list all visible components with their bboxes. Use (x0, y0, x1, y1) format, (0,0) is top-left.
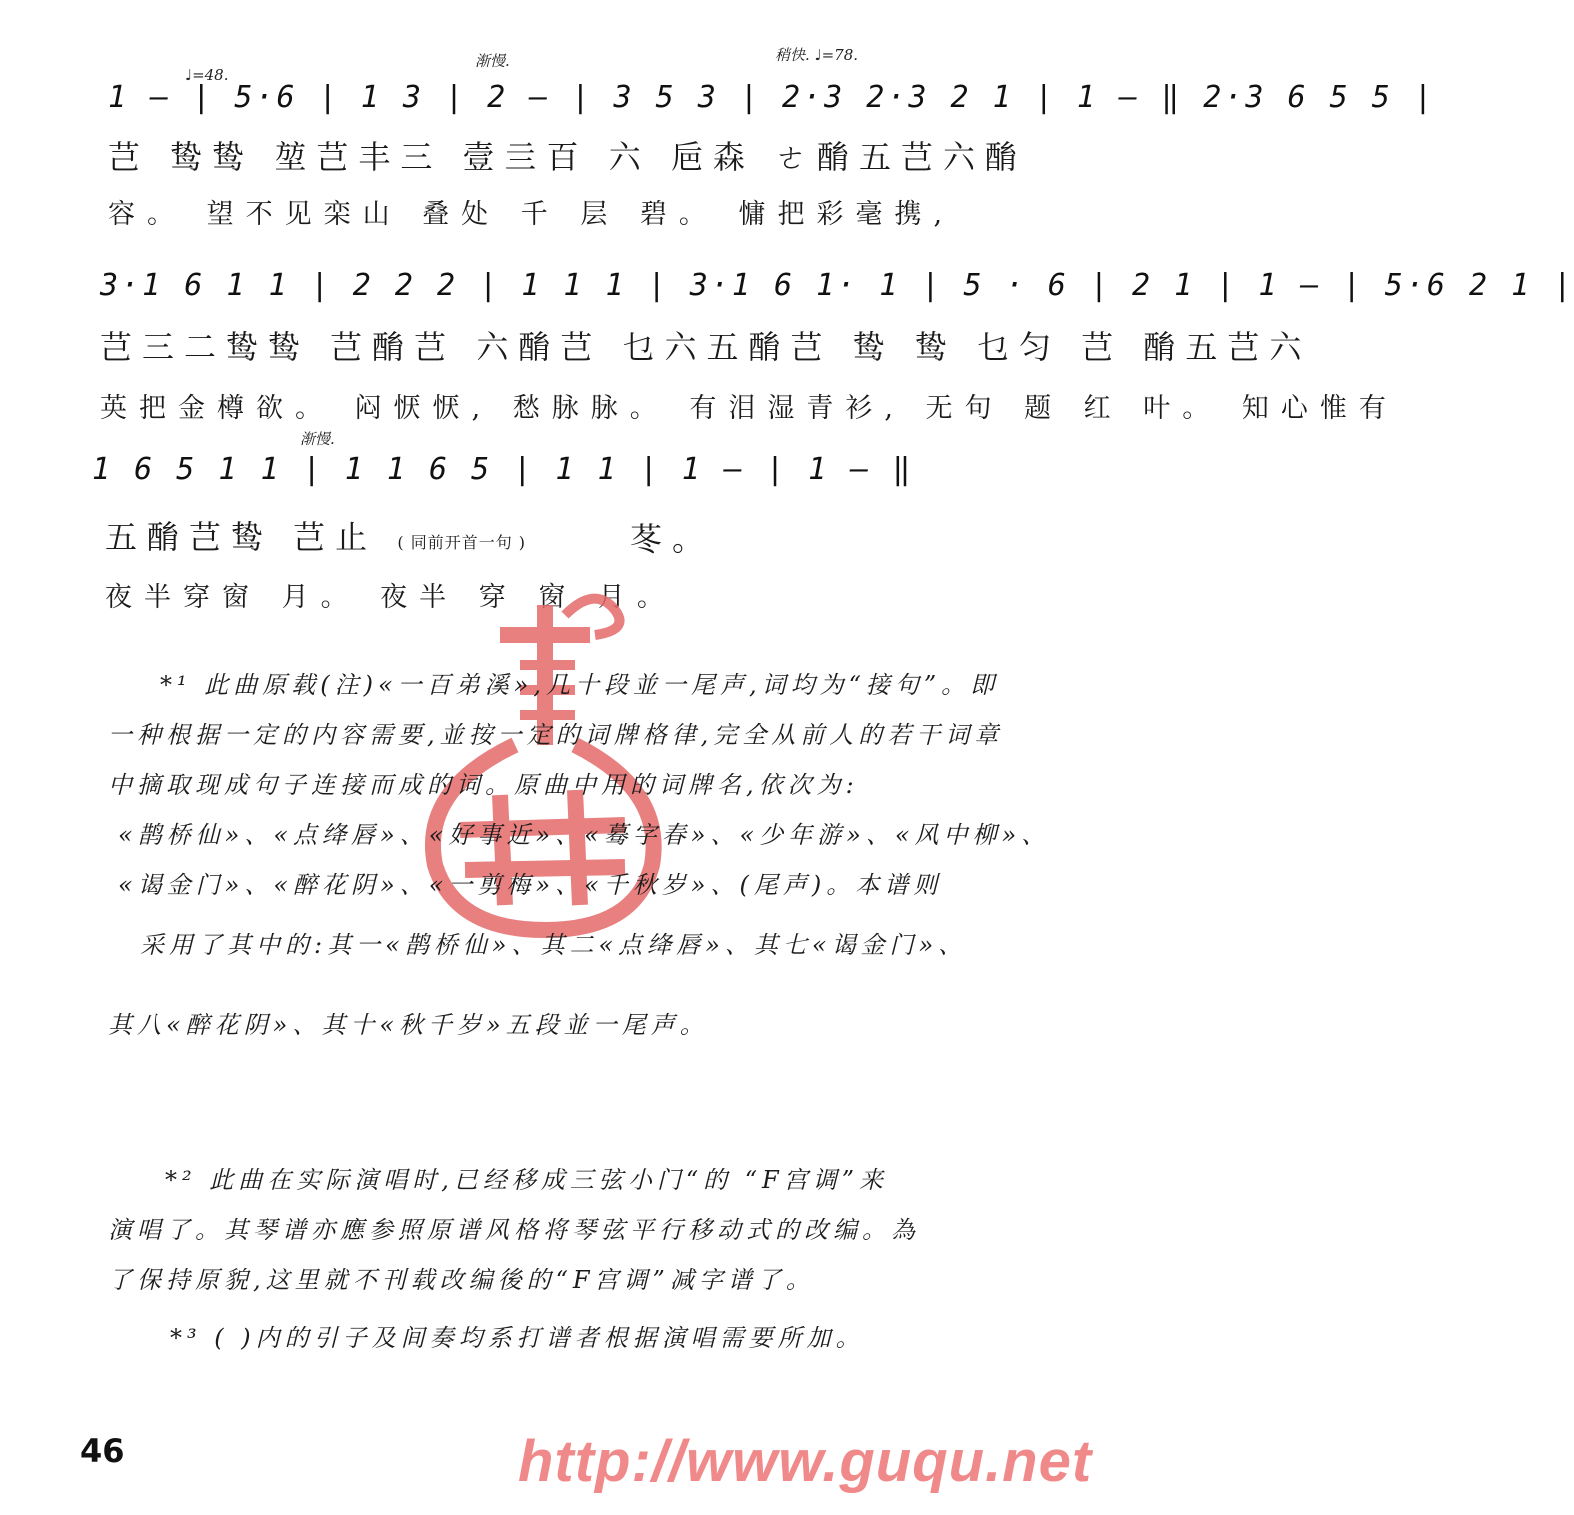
tablature-line-1: 芑 鸷鸷 堃芑丰三 壹亖百 六 巵森 ㄜ酳五芑六酳 (108, 138, 1028, 176)
lyric-line-3: 夜半穿窗 月。 夜半 穿 窗 月。 (105, 582, 676, 613)
tempo-marking-slowing: 渐慢. (475, 52, 510, 70)
tablature-line-3-text: 五酳芑鸷 芑止 (105, 518, 378, 556)
note-1-line-4: «鹊桥仙»、«点绛唇»、«好事近»、«蓦字春»、«少年游»、«风中柳»、 (118, 821, 1051, 849)
tempo-marking-slowing-2: 渐慢. (300, 430, 335, 448)
tablature-line-2: 芑三二鸷鸷 芑酳芑 六酳芑 乜六五酳芑 鸷 鸷 乜匀 芑 酳五芑六 (100, 328, 1312, 366)
tempo-marking-48: ♩=48. (185, 66, 229, 84)
note-2-line-3: 了保持原貌,这里就不刊载改编後的“F宫调”减字谱了。 (108, 1266, 815, 1294)
note-1-line-3: 中摘取现成句子连接而成的词。原曲中用的词牌名,依次为: (108, 771, 859, 799)
lyric-line-2: 英把金樽欲。 闷恹恹, 愁脉脉。 有泪湿青衫, 无句 题 红 叶。 知心惟有 (100, 393, 1398, 424)
tempo-marking-78: 稍快. ♩=78. (775, 46, 859, 64)
note-1-line-7: 其八«醉花阴»、其十«秋千岁»五段並一尾声。 (108, 1011, 709, 1039)
note-1-line-1: *¹ 此曲原载(注)«一百弟溪»,几十段並一尾声,词均为“接句”。即 (160, 671, 1000, 699)
lyric-line-1: 容。 望不见栾山 叠处 千 层 碧。 慵把彩毫携, (108, 199, 955, 230)
note-1-line-5: «谒金门»、«醉花阴»、«一剪梅»、«千秋岁»、(尾声)。本谱则 (118, 871, 943, 899)
note-2-line-2: 演唱了。其琴谱亦應参照原谱风格将琴弦平行移动式的改编。為 (108, 1216, 920, 1244)
note-1-line-6: 采用了其中的:其一«鹊桥仙»、其二«点绛唇»、其七«谒金门»、 (140, 931, 968, 959)
tablature-line-3 (105, 512, 526, 558)
jianpu-line-2: 3·1 6 1 1 | 2 2 2 | 1 1 1 | 3·1 6 1· 1 | 5 · 6 | 2 1 | 1 — | 5·6 2 1 | (100, 268, 1574, 303)
page-number: 46 (80, 1432, 125, 1470)
jianpu-line-3: 1 6 5 1 1 | 1 1 6 5 | 1 1 | 1 — | 1 — ‖ (92, 452, 914, 487)
note-1-line-2: 一种根据一定的内容需要,並按一定的词牌格律,完全从前人的若干词章 (108, 721, 1004, 749)
tablature-aside-note: ( 同前开首一句 ) (397, 533, 527, 552)
watermark-url: http://www.guqu.net (518, 1429, 1093, 1494)
tablature-line-3-end: 苳。 (630, 520, 715, 558)
note-3-line-1: *³ ( )内的引子及间奏均系打谱者根据演唱需要所加。 (170, 1324, 865, 1352)
note-2-line-1: *² 此曲在实际演唱时,已经移成三弦小门“的 “F宫调”来 (165, 1166, 888, 1194)
jianpu-line-1: 1 — | 5·6 | 1 3 | 2 — | 3 5 3 | 2·3 2·3 2 1 | 1 — ‖ 2·3 6 5 5 | (108, 80, 1435, 115)
